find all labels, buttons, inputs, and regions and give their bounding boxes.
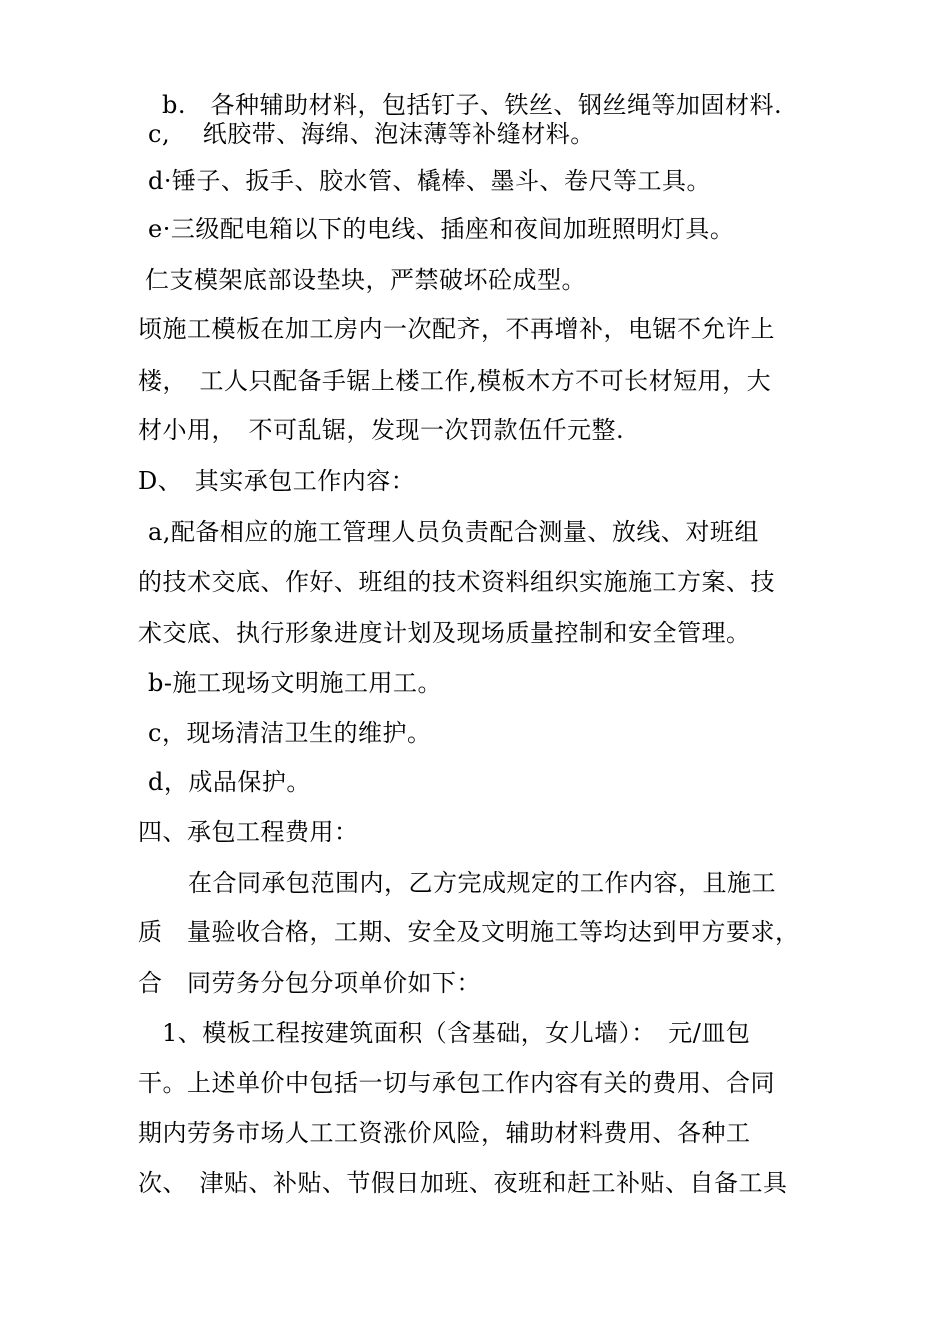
- text-line-management-3: 术交底、执行形象进度计划及现场质量控制和安全管理。: [138, 619, 751, 647]
- text-line-unit-price-3: 期内劳务市场人工工资涨价风险，辅助材料费用、各种工: [138, 1119, 751, 1147]
- text-line-management-2: 的技术交底、作好、班组的技术资料组织实施施工方案、技: [138, 568, 775, 596]
- text-line-tools-d: d·锤子、扳手、胶水管、橇棒、墨斗、卷尺等工具。: [148, 167, 711, 195]
- text-line-site-cleaning: c，现场清洁卫生的维护。: [148, 719, 432, 747]
- section-heading-costs: 四、承包工程费用：: [138, 818, 359, 846]
- text-line-product-protection: d，成品保护。: [148, 768, 311, 796]
- text-line-management-1: a,配备相应的施工管理人员负责配合测量、放线、对班组: [148, 518, 759, 546]
- text-line-cost-para-2: 质 量验收合格，工期、安全及文明施工等均达到甲方要求，: [138, 918, 800, 946]
- text-line-formwork-rule-1: 顷施工模板在加工房内一次配齐，不再增补，电锯不允许上: [138, 315, 775, 343]
- text-line-unit-price-2: 干。上述单价中包括一切与承包工作内容有关的费用、合同: [138, 1069, 775, 1097]
- text-line-cost-para-1: 在合同承包范围内，乙方完成规定的工作内容，且施工: [188, 869, 776, 897]
- section-heading-work-content: D、 其实承包工作内容：: [138, 467, 416, 495]
- text-line-unit-price-4: 次、 津贴、补贴、节假日加班、夜班和赶工补贴、自备工具: [138, 1169, 788, 1197]
- text-line-electrical-e: e·三级配电箱以下的电线、插座和夜间加班照明灯具。: [148, 215, 735, 243]
- text-line-formwork-rule-3: 材小用， 不可乱锯，发现一次罚款伍仟元整.: [138, 416, 625, 444]
- text-line-cost-para-3: 合 同劳务分包分项单价如下：: [138, 969, 481, 997]
- text-line-civilized-construction: b-施工现场文明施工用工。: [148, 669, 442, 697]
- text-line-materials-b: b. 各种辅助材料，包括钉子、铁丝、钢丝绳等加固材料.: [162, 91, 783, 119]
- text-line-formwork-rule-2: 楼， 工人只配备手锯上楼工作,模板木方不可长材短用，大: [138, 367, 772, 395]
- text-line-materials-c: c, 纸胶带、海绵、泡沫薄等补缝材料。: [148, 120, 595, 148]
- text-line-unit-price-1: 1、模板工程按建筑面积（含基础，女儿墙）： 元/皿包: [162, 1019, 751, 1047]
- text-line-formwork-base: 仁支模架底部设垫块，严禁破坏砼成型。: [145, 266, 586, 294]
